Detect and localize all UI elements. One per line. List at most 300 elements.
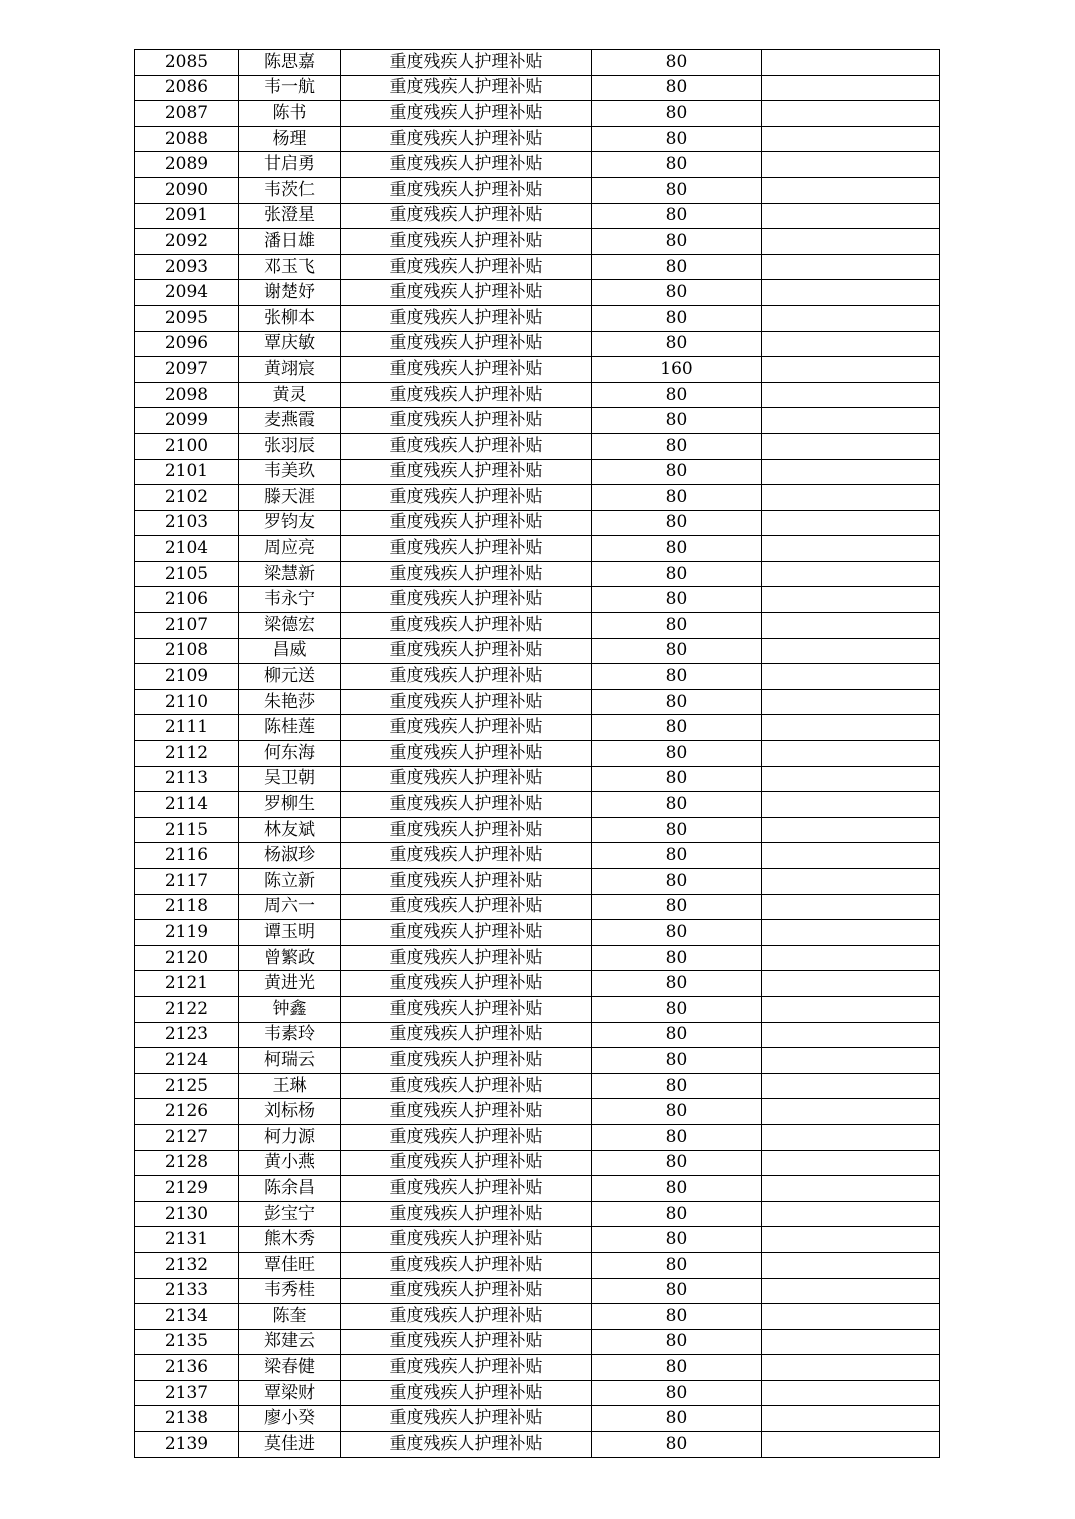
remark-cell <box>762 50 940 76</box>
subsidy-item-cell: 重度残疾人护理补贴 <box>341 1099 592 1125</box>
amount-cell: 80 <box>592 229 762 255</box>
amount-cell: 80 <box>592 1048 762 1074</box>
name-cell: 熊木秀 <box>239 1227 341 1253</box>
table-row <box>135 1304 940 1330</box>
remark-cell <box>762 1176 940 1202</box>
amount-cell: 80 <box>592 177 762 203</box>
subsidy-item-cell: 重度残疾人护理补贴 <box>341 75 592 101</box>
subsidy-item-cell: 重度残疾人护理补贴 <box>341 561 592 587</box>
remark-cell <box>762 715 940 741</box>
amount-cell: 80 <box>592 869 762 895</box>
name-cell: 张羽辰 <box>239 433 341 459</box>
row-number-cell: 2112 <box>135 741 239 767</box>
remark-cell <box>762 587 940 613</box>
name-cell: 黄灵 <box>239 382 341 408</box>
amount-cell: 80 <box>592 561 762 587</box>
subsidy-item-cell: 重度残疾人护理补贴 <box>341 869 592 895</box>
remark-cell <box>762 485 940 511</box>
amount-cell: 80 <box>592 1432 762 1458</box>
row-number-cell: 2087 <box>135 101 239 127</box>
amount-cell: 80 <box>592 485 762 511</box>
table-row <box>135 1099 940 1125</box>
table-row <box>135 50 940 76</box>
subsidy-item-cell: 重度残疾人护理补贴 <box>341 1227 592 1253</box>
remark-cell <box>762 305 940 331</box>
row-number-cell: 2088 <box>135 126 239 152</box>
row-number-cell: 2102 <box>135 485 239 511</box>
table-row <box>135 1278 940 1304</box>
subsidy-item-cell: 重度残疾人护理补贴 <box>341 254 592 280</box>
remark-cell <box>762 613 940 639</box>
subsidy-item-cell: 重度残疾人护理补贴 <box>341 152 592 178</box>
row-number-cell: 2115 <box>135 817 239 843</box>
subsidy-item-cell: 重度残疾人护理补贴 <box>341 1432 592 1458</box>
name-cell: 罗柳生 <box>239 792 341 818</box>
name-cell: 彭宝宁 <box>239 1201 341 1227</box>
table-row <box>135 101 940 127</box>
row-number-cell: 2109 <box>135 664 239 690</box>
name-cell: 潘日雄 <box>239 229 341 255</box>
name-cell: 滕天涯 <box>239 485 341 511</box>
remark-cell <box>762 177 940 203</box>
table-row <box>135 817 940 843</box>
table-row <box>135 1355 940 1381</box>
name-cell: 柯力源 <box>239 1124 341 1150</box>
subsidy-item-cell: 重度残疾人护理补贴 <box>341 1278 592 1304</box>
subsidy-item-cell: 重度残疾人护理补贴 <box>341 894 592 920</box>
amount-cell: 80 <box>592 152 762 178</box>
name-cell: 莫佳进 <box>239 1432 341 1458</box>
name-cell: 王琳 <box>239 1073 341 1099</box>
row-number-cell: 2098 <box>135 382 239 408</box>
subsidy-item-cell: 重度残疾人护理补贴 <box>341 1150 592 1176</box>
name-cell: 韦秀桂 <box>239 1278 341 1304</box>
name-cell: 柯瑞云 <box>239 1048 341 1074</box>
amount-cell: 80 <box>592 1022 762 1048</box>
table-row <box>135 229 940 255</box>
row-number-cell: 2097 <box>135 357 239 383</box>
amount-cell: 80 <box>592 433 762 459</box>
name-cell: 罗钧友 <box>239 510 341 536</box>
amount-cell: 80 <box>592 741 762 767</box>
remark-cell <box>762 945 940 971</box>
table-row <box>135 408 940 434</box>
table-row <box>135 613 940 639</box>
remark-cell <box>762 433 940 459</box>
amount-cell: 80 <box>592 305 762 331</box>
amount-cell: 80 <box>592 587 762 613</box>
remark-cell <box>762 280 940 306</box>
name-cell: 谢楚妤 <box>239 280 341 306</box>
amount-cell: 80 <box>592 945 762 971</box>
subsidy-item-cell: 重度残疾人护理补贴 <box>341 357 592 383</box>
amount-cell: 80 <box>592 126 762 152</box>
amount-cell: 80 <box>592 894 762 920</box>
table-row <box>135 715 940 741</box>
table-row <box>135 280 940 306</box>
amount-cell: 80 <box>592 638 762 664</box>
remark-cell <box>762 1124 940 1150</box>
remark-cell <box>762 510 940 536</box>
remark-cell <box>762 1380 940 1406</box>
remark-cell <box>762 1432 940 1458</box>
row-number-cell: 2126 <box>135 1099 239 1125</box>
remark-cell <box>762 1406 940 1432</box>
subsidy-item-cell: 重度残疾人护理补贴 <box>341 101 592 127</box>
row-number-cell: 2137 <box>135 1380 239 1406</box>
row-number-cell: 2114 <box>135 792 239 818</box>
subsidy-item-cell: 重度残疾人护理补贴 <box>341 587 592 613</box>
row-number-cell: 2113 <box>135 766 239 792</box>
table-row <box>135 561 940 587</box>
subsidy-item-cell: 重度残疾人护理补贴 <box>341 613 592 639</box>
table-row <box>135 920 940 946</box>
subsidy-item-cell: 重度残疾人护理补贴 <box>341 459 592 485</box>
table-row <box>135 331 940 357</box>
row-number-cell: 2123 <box>135 1022 239 1048</box>
name-cell: 朱艳莎 <box>239 689 341 715</box>
row-number-cell: 2096 <box>135 331 239 357</box>
subsidy-item-cell: 重度残疾人护理补贴 <box>341 1329 592 1355</box>
name-cell: 覃梁财 <box>239 1380 341 1406</box>
remark-cell <box>762 459 940 485</box>
name-cell: 何东海 <box>239 741 341 767</box>
row-number-cell: 2107 <box>135 613 239 639</box>
subsidy-item-cell: 重度残疾人护理补贴 <box>341 485 592 511</box>
amount-cell: 80 <box>592 920 762 946</box>
table-row <box>135 587 940 613</box>
amount-cell: 80 <box>592 971 762 997</box>
row-number-cell: 2139 <box>135 1432 239 1458</box>
table-row <box>135 305 940 331</box>
remark-cell <box>762 152 940 178</box>
table-row <box>135 1048 940 1074</box>
amount-cell: 80 <box>592 50 762 76</box>
subsidy-item-cell: 重度残疾人护理补贴 <box>341 1380 592 1406</box>
amount-cell: 80 <box>592 1099 762 1125</box>
table-row <box>135 664 940 690</box>
name-cell: 钟鑫 <box>239 996 341 1022</box>
table-row <box>135 741 940 767</box>
name-cell: 梁春健 <box>239 1355 341 1381</box>
subsidy-item-cell: 重度残疾人护理补贴 <box>341 766 592 792</box>
amount-cell: 80 <box>592 664 762 690</box>
remark-cell <box>762 229 940 255</box>
subsidy-item-cell: 重度残疾人护理补贴 <box>341 305 592 331</box>
amount-cell: 80 <box>592 254 762 280</box>
row-number-cell: 2120 <box>135 945 239 971</box>
name-cell: 覃佳旺 <box>239 1252 341 1278</box>
table-row <box>135 689 940 715</box>
row-number-cell: 2089 <box>135 152 239 178</box>
name-cell: 覃庆敏 <box>239 331 341 357</box>
amount-cell: 80 <box>592 1278 762 1304</box>
row-number-cell: 2129 <box>135 1176 239 1202</box>
row-number-cell: 2132 <box>135 1252 239 1278</box>
table-row <box>135 638 940 664</box>
name-cell: 林友斌 <box>239 817 341 843</box>
name-cell: 张柳本 <box>239 305 341 331</box>
amount-cell: 80 <box>592 1201 762 1227</box>
subsidy-item-cell: 重度残疾人护理补贴 <box>341 203 592 229</box>
subsidy-item-cell: 重度残疾人护理补贴 <box>341 1048 592 1074</box>
table-row <box>135 536 940 562</box>
table-row <box>135 1176 940 1202</box>
name-cell: 韦茨仁 <box>239 177 341 203</box>
name-cell: 黄进光 <box>239 971 341 997</box>
subsidy-item-cell: 重度残疾人护理补贴 <box>341 715 592 741</box>
name-cell: 杨淑珍 <box>239 843 341 869</box>
name-cell: 曾繁政 <box>239 945 341 971</box>
amount-cell: 80 <box>592 1252 762 1278</box>
remark-cell <box>762 766 940 792</box>
subsidy-item-cell: 重度残疾人护理补贴 <box>341 1252 592 1278</box>
remark-cell <box>762 101 940 127</box>
remark-cell <box>762 1150 940 1176</box>
remark-cell <box>762 894 940 920</box>
table-row <box>135 433 940 459</box>
row-number-cell: 2090 <box>135 177 239 203</box>
amount-cell: 80 <box>592 1304 762 1330</box>
subsidy-item-cell: 重度残疾人护理补贴 <box>341 510 592 536</box>
remark-cell <box>762 561 940 587</box>
row-number-cell: 2128 <box>135 1150 239 1176</box>
row-number-cell: 2135 <box>135 1329 239 1355</box>
name-cell: 黄小燕 <box>239 1150 341 1176</box>
subsidy-item-cell: 重度残疾人护理补贴 <box>341 996 592 1022</box>
row-number-cell: 2091 <box>135 203 239 229</box>
name-cell: 柳元送 <box>239 664 341 690</box>
name-cell: 梁德宏 <box>239 613 341 639</box>
subsidy-table <box>134 49 940 1458</box>
subsidy-item-cell: 重度残疾人护理补贴 <box>341 792 592 818</box>
row-number-cell: 2133 <box>135 1278 239 1304</box>
name-cell: 陈书 <box>239 101 341 127</box>
subsidy-item-cell: 重度残疾人护理补贴 <box>341 331 592 357</box>
amount-cell: 80 <box>592 1329 762 1355</box>
remark-cell <box>762 382 940 408</box>
subsidy-item-cell: 重度残疾人护理补贴 <box>341 1355 592 1381</box>
subsidy-item-cell: 重度残疾人护理补贴 <box>341 1073 592 1099</box>
table-row <box>135 126 940 152</box>
subsidy-item-cell: 重度残疾人护理补贴 <box>341 664 592 690</box>
table-row <box>135 510 940 536</box>
amount-cell: 80 <box>592 382 762 408</box>
row-number-cell: 2099 <box>135 408 239 434</box>
subsidy-item-cell: 重度残疾人护理补贴 <box>341 971 592 997</box>
name-cell: 甘启勇 <box>239 152 341 178</box>
row-number-cell: 2134 <box>135 1304 239 1330</box>
row-number-cell: 2138 <box>135 1406 239 1432</box>
amount-cell: 80 <box>592 766 762 792</box>
name-cell: 陈奎 <box>239 1304 341 1330</box>
name-cell: 麦燕霞 <box>239 408 341 434</box>
name-cell: 邓玉飞 <box>239 254 341 280</box>
table-row <box>135 254 940 280</box>
amount-cell: 80 <box>592 408 762 434</box>
amount-cell: 80 <box>592 1073 762 1099</box>
row-number-cell: 2092 <box>135 229 239 255</box>
subsidy-item-cell: 重度残疾人护理补贴 <box>341 433 592 459</box>
name-cell: 廖小癸 <box>239 1406 341 1432</box>
remark-cell <box>762 817 940 843</box>
name-cell: 谭玉明 <box>239 920 341 946</box>
name-cell: 张澄星 <box>239 203 341 229</box>
row-number-cell: 2122 <box>135 996 239 1022</box>
subsidy-item-cell: 重度残疾人护理补贴 <box>341 408 592 434</box>
subsidy-item-cell: 重度残疾人护理补贴 <box>341 843 592 869</box>
remark-cell <box>762 638 940 664</box>
remark-cell <box>762 1304 940 1330</box>
table-row <box>135 843 940 869</box>
table-row <box>135 996 940 1022</box>
subsidy-item-cell: 重度残疾人护理补贴 <box>341 280 592 306</box>
amount-cell: 80 <box>592 1124 762 1150</box>
table-row <box>135 1073 940 1099</box>
row-number-cell: 2101 <box>135 459 239 485</box>
remark-cell <box>762 1278 940 1304</box>
subsidy-item-cell: 重度残疾人护理补贴 <box>341 1022 592 1048</box>
remark-cell <box>762 1048 940 1074</box>
name-cell: 韦一航 <box>239 75 341 101</box>
row-number-cell: 2100 <box>135 433 239 459</box>
amount-cell: 80 <box>592 1150 762 1176</box>
remark-cell <box>762 254 940 280</box>
amount-cell: 80 <box>592 817 762 843</box>
amount-cell: 80 <box>592 996 762 1022</box>
table-row <box>135 382 940 408</box>
remark-cell <box>762 1252 940 1278</box>
remark-cell <box>762 869 940 895</box>
amount-cell: 80 <box>592 75 762 101</box>
name-cell: 陈立新 <box>239 869 341 895</box>
table-row <box>135 1380 940 1406</box>
table-row <box>135 177 940 203</box>
name-cell: 昌威 <box>239 638 341 664</box>
subsidy-item-cell: 重度残疾人护理补贴 <box>341 382 592 408</box>
table-row <box>135 869 940 895</box>
table-row <box>135 971 940 997</box>
remark-cell <box>762 1329 940 1355</box>
name-cell: 陈桂莲 <box>239 715 341 741</box>
amount-cell: 80 <box>592 1355 762 1381</box>
row-number-cell: 2125 <box>135 1073 239 1099</box>
remark-cell <box>762 75 940 101</box>
row-number-cell: 2108 <box>135 638 239 664</box>
row-number-cell: 2085 <box>135 50 239 76</box>
amount-cell: 80 <box>592 203 762 229</box>
name-cell: 韦素玲 <box>239 1022 341 1048</box>
row-number-cell: 2106 <box>135 587 239 613</box>
remark-cell <box>762 1201 940 1227</box>
subsidy-item-cell: 重度残疾人护理补贴 <box>341 536 592 562</box>
amount-cell: 80 <box>592 1176 762 1202</box>
name-cell: 郑建云 <box>239 1329 341 1355</box>
table-row <box>135 203 940 229</box>
subsidy-item-cell: 重度残疾人护理补贴 <box>341 1406 592 1432</box>
subsidy-item-cell: 重度残疾人护理补贴 <box>341 50 592 76</box>
remark-cell <box>762 689 940 715</box>
table-row <box>135 945 940 971</box>
subsidy-item-cell: 重度残疾人护理补贴 <box>341 638 592 664</box>
amount-cell: 80 <box>592 459 762 485</box>
table-row <box>135 1432 940 1458</box>
amount-cell: 80 <box>592 715 762 741</box>
subsidy-item-cell: 重度残疾人护理补贴 <box>341 177 592 203</box>
row-number-cell: 2111 <box>135 715 239 741</box>
remark-cell <box>762 996 940 1022</box>
table-row <box>135 357 940 383</box>
name-cell: 韦美玖 <box>239 459 341 485</box>
table-row <box>135 1150 940 1176</box>
table-body <box>135 50 940 1458</box>
amount-cell: 80 <box>592 1406 762 1432</box>
subsidy-item-cell: 重度残疾人护理补贴 <box>341 1304 592 1330</box>
remark-cell <box>762 1022 940 1048</box>
table-row <box>135 1252 940 1278</box>
name-cell: 周六一 <box>239 894 341 920</box>
table-row <box>135 1201 940 1227</box>
remark-cell <box>762 357 940 383</box>
row-number-cell: 2121 <box>135 971 239 997</box>
row-number-cell: 2124 <box>135 1048 239 1074</box>
row-number-cell: 2110 <box>135 689 239 715</box>
amount-cell: 80 <box>592 613 762 639</box>
subsidy-item-cell: 重度残疾人护理补贴 <box>341 229 592 255</box>
subsidy-item-cell: 重度残疾人护理补贴 <box>341 126 592 152</box>
remark-cell <box>762 664 940 690</box>
remark-cell <box>762 126 940 152</box>
remark-cell <box>762 1073 940 1099</box>
table-row <box>135 1124 940 1150</box>
row-number-cell: 2105 <box>135 561 239 587</box>
table-row <box>135 1022 940 1048</box>
name-cell: 吴卫朝 <box>239 766 341 792</box>
amount-cell: 160 <box>592 357 762 383</box>
remark-cell <box>762 536 940 562</box>
amount-cell: 80 <box>592 101 762 127</box>
row-number-cell: 2136 <box>135 1355 239 1381</box>
subsidy-item-cell: 重度残疾人护理补贴 <box>341 920 592 946</box>
amount-cell: 80 <box>592 792 762 818</box>
row-number-cell: 2104 <box>135 536 239 562</box>
table-row <box>135 75 940 101</box>
table-row <box>135 152 940 178</box>
table-row <box>135 485 940 511</box>
name-cell: 陈余昌 <box>239 1176 341 1202</box>
remark-cell <box>762 971 940 997</box>
remark-cell <box>762 331 940 357</box>
table-row <box>135 1406 940 1432</box>
table-row <box>135 894 940 920</box>
remark-cell <box>762 1227 940 1253</box>
amount-cell: 80 <box>592 280 762 306</box>
remark-cell <box>762 741 940 767</box>
row-number-cell: 2131 <box>135 1227 239 1253</box>
amount-cell: 80 <box>592 510 762 536</box>
name-cell: 刘标杨 <box>239 1099 341 1125</box>
table-row <box>135 766 940 792</box>
amount-cell: 80 <box>592 331 762 357</box>
remark-cell <box>762 203 940 229</box>
row-number-cell: 2119 <box>135 920 239 946</box>
row-number-cell: 2130 <box>135 1201 239 1227</box>
subsidy-item-cell: 重度残疾人护理补贴 <box>341 1176 592 1202</box>
row-number-cell: 2095 <box>135 305 239 331</box>
row-number-cell: 2086 <box>135 75 239 101</box>
subsidy-item-cell: 重度残疾人护理补贴 <box>341 1124 592 1150</box>
subsidy-item-cell: 重度残疾人护理补贴 <box>341 1201 592 1227</box>
